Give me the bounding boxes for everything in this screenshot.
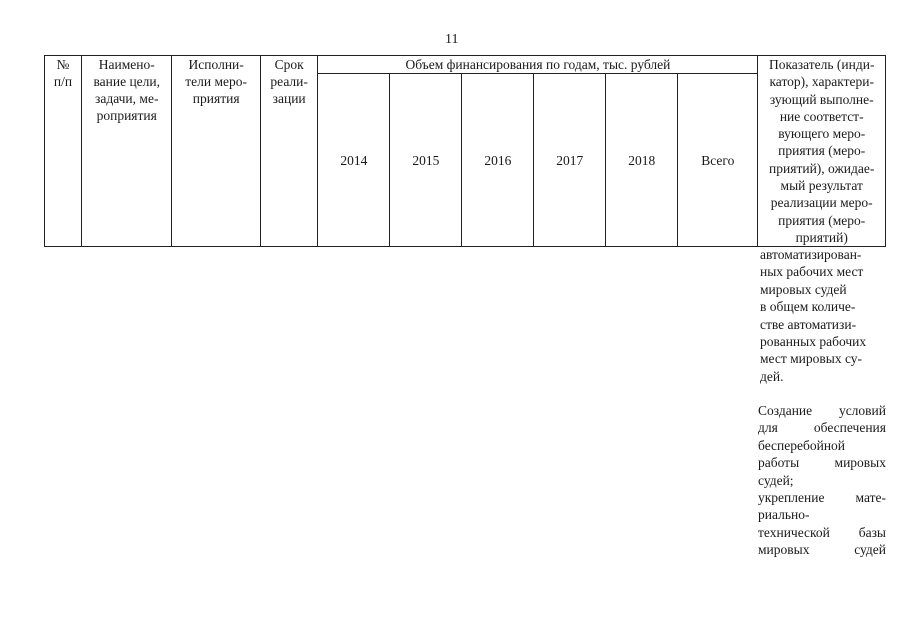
- indicator-b-word: риально-: [758, 507, 810, 523]
- indicator-b-word: мате-: [855, 490, 886, 506]
- indicator-b-word: мировых: [834, 455, 886, 471]
- indicator-b-word: судей: [854, 542, 886, 558]
- indicator-a-line: рованных рабочих: [760, 334, 867, 350]
- indicator-b-word: Создание: [758, 403, 813, 418]
- indicator-b-word: для: [758, 420, 778, 436]
- header-total: Всего: [678, 74, 758, 247]
- indicator-text-block-a: [760, 246, 888, 385]
- header-indicator-text: Показатель (инди- катор), характери- зующий выполне- ние соответст- вующего меро- приятия (меро- приятий), ожидае- мый результат реализации меро- приятия (меро- приятий): [768, 57, 875, 245]
- header-name: [82, 56, 172, 247]
- indicator-b-word: работы: [758, 455, 800, 471]
- indicator-b-word: мировых: [758, 542, 810, 558]
- indicator-b-line: [758, 402, 886, 419]
- page-number: 11: [445, 32, 459, 47]
- indicator-b-word: условий: [838, 403, 886, 418]
- header-funding-group: Объем финансирования по годам, тыс. рублей: [318, 56, 758, 74]
- indicator-a-line: стве автоматизи-: [760, 316, 857, 332]
- header-year-2014: 2014: [318, 74, 390, 247]
- indicator-a-line: автоматизирован-: [760, 247, 862, 262]
- header-term-text: Срок реали- зации: [270, 57, 308, 106]
- header-year-2018: 2018: [606, 74, 678, 247]
- financing-table: [44, 55, 886, 247]
- indicator-b-word: обеспечения: [813, 420, 886, 436]
- indicator-b-word: судей;: [758, 472, 794, 488]
- indicator-a-line: мест мировых су-: [760, 351, 863, 367]
- indicator-b-word: бесперебойной: [758, 437, 846, 453]
- indicator-b-word: базы: [858, 524, 886, 540]
- indicator-b-line: [758, 541, 886, 558]
- indicator-b-line: [758, 437, 886, 454]
- header-num: [45, 56, 82, 247]
- indicator-b-line: [758, 506, 886, 523]
- indicator-a-line: мировых судей: [760, 281, 847, 297]
- indicator-b-line: [758, 454, 886, 471]
- header-executors: [172, 56, 260, 247]
- indicator-a-line: дей.: [760, 368, 784, 384]
- header-num-text: № п/п: [53, 57, 73, 89]
- header-year-2016: 2016: [462, 74, 534, 247]
- indicator-b-word: технической: [758, 524, 830, 540]
- header-year-2017: 2017: [534, 74, 606, 247]
- indicator-b-line: [758, 524, 886, 541]
- header-indicator: [758, 56, 886, 247]
- indicator-a-line: в общем количе-: [760, 299, 856, 315]
- indicator-b-line: [758, 472, 886, 489]
- indicator-a-line: ных рабочих мест: [760, 264, 864, 280]
- header-term: [260, 56, 318, 247]
- indicator-b-word: укрепление: [758, 490, 825, 506]
- header-year-2015: 2015: [390, 74, 462, 247]
- indicator-b-line: [758, 489, 886, 506]
- header-name-text: Наимено- вание цели, задачи, ме- роприятия: [93, 57, 161, 123]
- indicator-text-block-b: [758, 402, 886, 559]
- header-executors-text: Исполни- тели меро- приятия: [185, 57, 248, 106]
- indicator-b-line: [758, 419, 886, 436]
